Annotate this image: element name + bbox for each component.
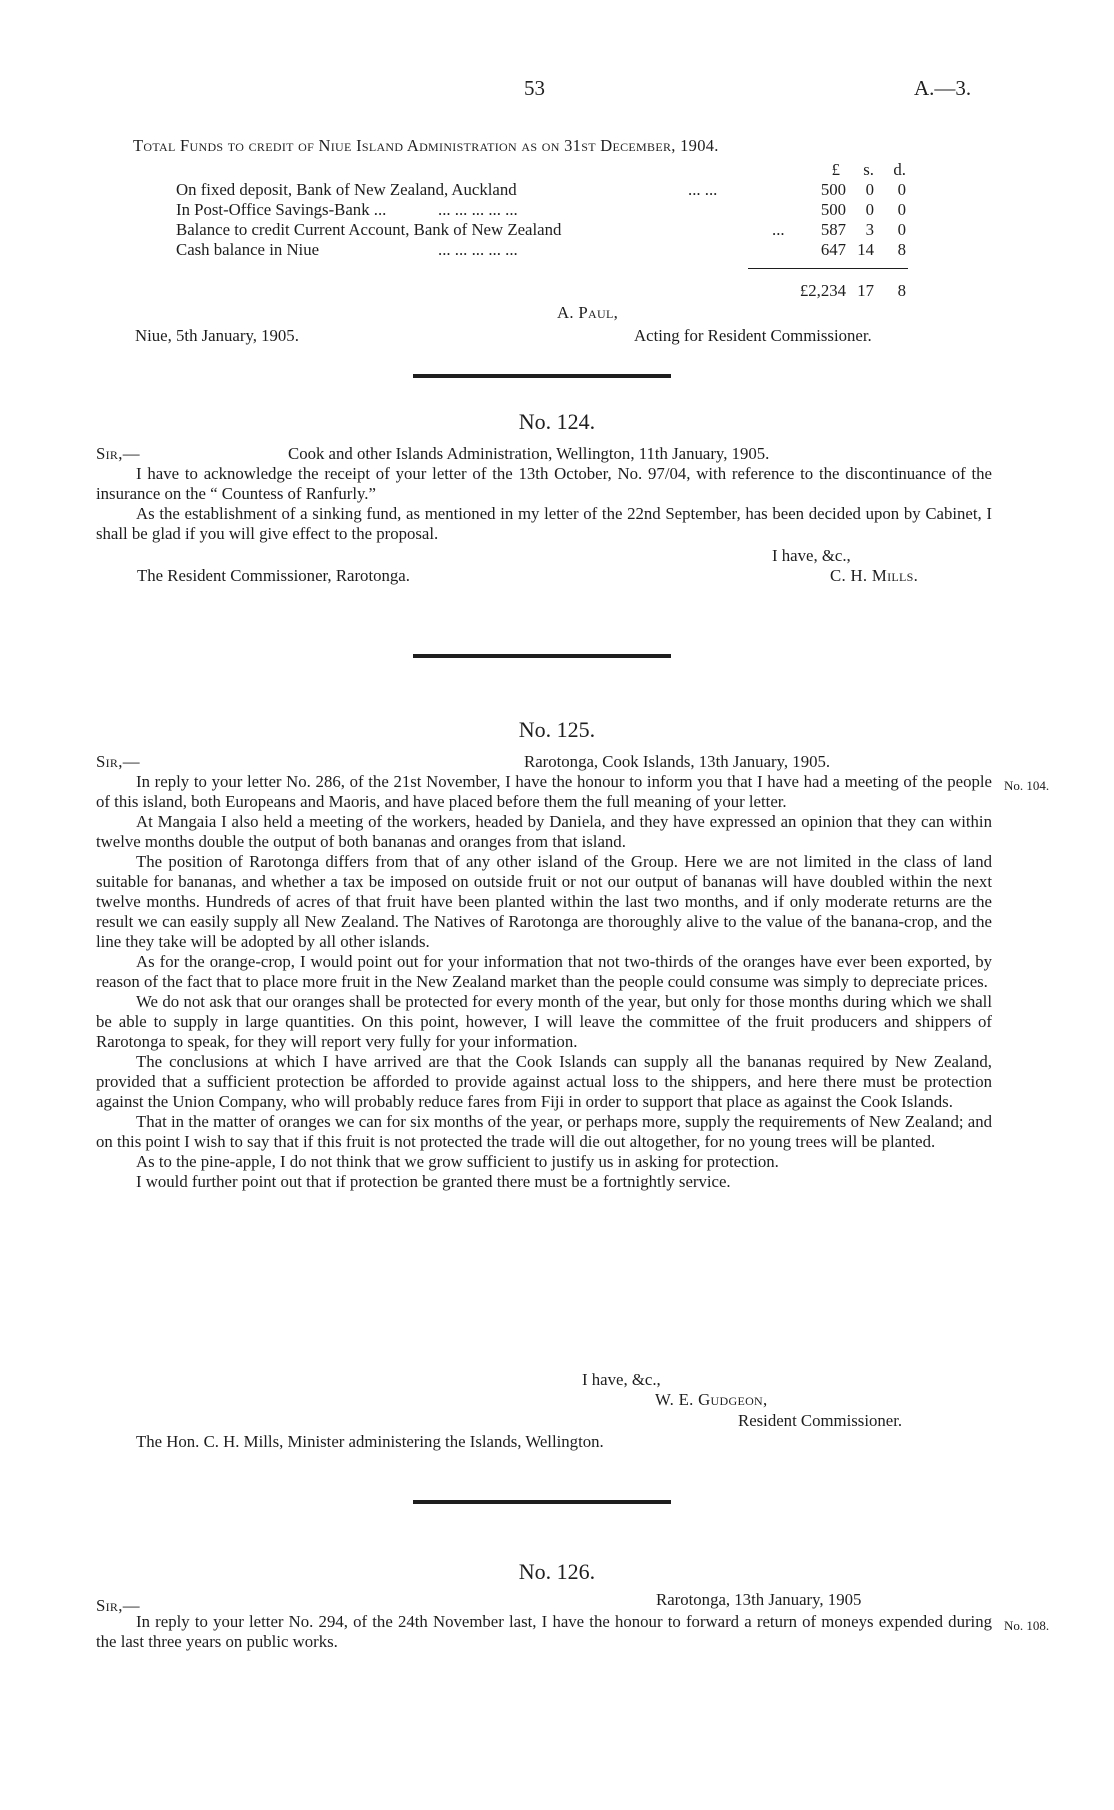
funds-signer: A. Paul, (557, 303, 619, 322)
paragraph: We do not ask that our oranges shall be protected for every month of the year, but only for those months during which we shall be able to supply in large quantities. On this point, however, I will leave the committee of the fruit producers and shippers of Rarotonga to speak, for they will report very fully for your information. (96, 992, 992, 1051)
section-divider (413, 1500, 671, 1504)
funds-total-pounds: £2,234 (799, 281, 846, 300)
letter-126-body (96, 1612, 992, 1652)
funds-row-dots: ... ... (688, 180, 718, 199)
letter-124-address: Cook and other Islands Administration, Wellington, 11th January, 1905. (288, 444, 770, 463)
funds-row-dots: ... ... ... ... ... (438, 200, 518, 219)
funds-col-pound: £ (831, 160, 840, 179)
funds-row-s: 14 (857, 240, 874, 259)
funds-row-pounds: 647 (820, 240, 846, 259)
letter-124-closing: I have, &c., (772, 546, 851, 565)
letter-124-body (96, 464, 992, 544)
letter-125-title: No. 125. (518, 717, 596, 742)
funds-signer-title: Acting for Resident Commissioner. (634, 326, 872, 345)
paragraph: As the establishment of a sinking fund, as mentioned in my letter of the 22nd September, has been decided upon by Cabinet, I shall be glad if you will give effect to the proposal. (96, 504, 992, 543)
document-reference: A.—3. (914, 76, 972, 100)
paragraph: I have to acknowledge the receipt of your letter of the 13th October, No. 97/04, with reference to the discontinuance of the insurance on the “ Countess of Ranfurly.” (96, 464, 992, 503)
paragraph: As for the orange-crop, I would point out for your information that not two-thirds of the oranges have ever been exported, by reason of the fact that to place more fruit in the New Zealand market than the people could consume was simply to depreciate prices. (96, 952, 992, 991)
funds-row-pounds: 500 (820, 180, 846, 199)
paragraph: The position of Rarotonga differs from that of any other island of the Group. Here we are not limited in the class of land suitable for bananas, and whether a tax be imposed on outside fruit or not our output of bananas will have doubled within the next twelve months. Hundreds of acres of that fruit have been planted within the last two months, and if only moderate returns are the result we can easily supply all New Zealand. The Natives of Rarotonga are thoroughly alive to the value of the banana-crop, and the line they take will be adopted by all other islands. (96, 852, 992, 951)
funds-row-label: Cash balance in Niue (176, 240, 320, 259)
funds-row-dots: ... (772, 220, 785, 239)
paragraph: In reply to your letter No. 294, of the 24th November last, I have the honour to forward a return of moneys expended during the last three years on public works. (96, 1612, 992, 1651)
funds-row-dots: ... ... ... ... ... (438, 240, 518, 259)
funds-row-s: 3 (865, 220, 874, 239)
paragraph: As to the pine-apple, I do not think that we grow sufficient to justify us in asking for protection. (136, 1152, 779, 1171)
funds-place-date: Niue, 5th January, 1905. (135, 326, 299, 345)
letter-125-margin-ref: No. 104. (1004, 778, 1050, 793)
letter-124-title: No. 124. (518, 409, 596, 434)
letter-125-body (96, 772, 992, 1192)
page-number: 53 (524, 76, 545, 100)
letter-125-address: Rarotonga, Cook Islands, 13th January, 1905. (524, 752, 831, 771)
paragraph: At Mangaia I also held a meeting of the workers, headed by Daniela, and they have expressed an opinion that they can within twelve months double the output of both bananas and oranges from that island. (96, 812, 992, 851)
paragraph: That in the matter of oranges we can for six months of the year, or perhaps more, supply the requirements of New Zealand; and on this point I wish to say that if this fruit is not protected the trade will die out altogether, for no young trees will be planted. (96, 1112, 992, 1151)
section-divider (413, 654, 671, 658)
letter-125-signer-title: Resident Commissioner. (738, 1411, 903, 1430)
funds-row-pounds: 587 (820, 220, 846, 239)
funds-col-d: d. (893, 160, 906, 179)
letter-125-signer: W. E. Gudgeon, (655, 1390, 768, 1409)
funds-total-s: 17 (857, 281, 874, 300)
letter-126-title: No. 126. (518, 1559, 596, 1584)
funds-row-s: 0 (865, 180, 874, 199)
funds-total-rule (748, 268, 908, 269)
funds-row-d: 0 (897, 200, 906, 219)
letter-126-salutation: Sir,— (96, 1596, 140, 1615)
letter-126-address: Rarotonga, 13th January, 1905 (656, 1590, 862, 1609)
letter-124-addressee: The Resident Commissioner, Rarotonga. (137, 566, 410, 585)
letter-124-signer: C. H. Mills. (830, 566, 919, 585)
letter-125-salutation: Sir,— (96, 752, 140, 771)
funds-total-d: 8 (897, 281, 906, 300)
funds-row-pounds: 500 (820, 200, 846, 219)
paragraph: I would further point out that if protection be granted there must be a fortnightly service. (136, 1172, 731, 1191)
section-divider (413, 374, 671, 378)
letter-125-addressee: The Hon. C. H. Mills, Minister administering the Islands, Wellington. (136, 1432, 604, 1451)
funds-row-d: 0 (897, 220, 906, 239)
letter-124-salutation: Sir,— (96, 444, 140, 463)
funds-col-s: s. (863, 160, 874, 179)
funds-row-d: 0 (897, 180, 906, 199)
funds-row-label: On fixed deposit, Bank of New Zealand, Auckland (176, 180, 517, 199)
letter-126-margin-ref: No. 108. (1004, 1618, 1050, 1633)
paragraph: The conclusions at which I have arrived are that the Cook Islands can supply all the bananas required by New Zealand, provided that a sufficient protection be afforded to provide against actual loss to the shippers, and here there must be protection against the Union Company, who will probably reduce fares from Fiji in order to support that place as against the Cook Islands. (96, 1052, 992, 1111)
funds-row-s: 0 (865, 200, 874, 219)
letter-125-closing: I have, &c., (582, 1370, 661, 1389)
funds-title: Total Funds to credit of Niue Island Administration as on 31st December, 1904. (133, 136, 719, 155)
paragraph: In reply to your letter No. 286, of the 21st November, I have the honour to inform you that I have had a meeting of the people of this island, both Europeans and Maoris, and have placed before them the full meaning of your letter. (96, 772, 992, 811)
funds-row-d: 8 (897, 240, 906, 259)
funds-row-label: In Post-Office Savings-Bank ... (176, 200, 387, 219)
funds-row-label: Balance to credit Current Account, Bank of New Zealand (176, 220, 562, 239)
